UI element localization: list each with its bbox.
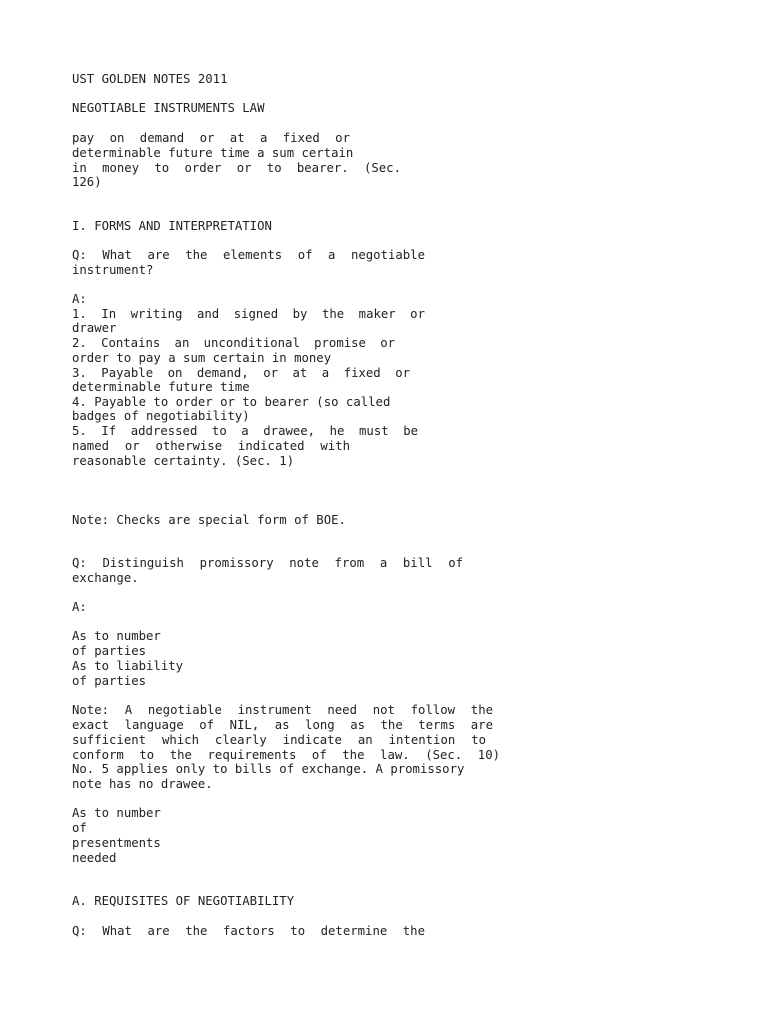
intro-line: determinable future time a sum certain	[72, 146, 354, 160]
answer-line: 3. Payable on demand, or at a fixed or	[72, 366, 410, 380]
answer-label: A:	[72, 600, 87, 614]
answer-line: 1. In writing and signed by the maker or	[72, 307, 425, 321]
doc-header-subject: NEGOTIABLE INSTRUMENTS LAW	[72, 101, 265, 115]
section-heading: A. REQUISITES OF NEGOTIABILITY	[72, 894, 295, 908]
question-line: exchange.	[72, 571, 139, 585]
note-line: note has no drawee.	[72, 777, 213, 791]
section-heading: I. FORMS AND INTERPRETATION	[72, 219, 272, 233]
answer-line: 2. Contains an unconditional promise or	[72, 336, 395, 350]
table-row-label: of parties	[72, 644, 147, 658]
intro-line: pay on demand or at a fixed or	[72, 131, 350, 145]
table-row-label: As to liability	[72, 659, 184, 673]
question-line: Q: What are the factors to determine the	[72, 924, 425, 938]
answer-line: badges of negotiability)	[72, 409, 250, 423]
note-line: sufficient which clearly indicate an intention to	[72, 733, 486, 747]
doc-header-title: UST GOLDEN NOTES 2011	[72, 72, 228, 86]
answer-line: determinable future time	[72, 380, 250, 394]
intro-line: 126)	[72, 175, 102, 189]
question-line: Q: Distinguish promissory note from a bill of	[72, 556, 463, 570]
answer-label: A:	[72, 292, 87, 306]
answer-line: order to pay a sum certain in money	[72, 351, 332, 365]
note-line: No. 5 applies only to bills of exchange. A promissory	[72, 762, 465, 776]
table-row-label: As to number	[72, 629, 161, 643]
question-line: instrument?	[72, 263, 154, 277]
answer-line: reasonable certainty. (Sec. 1)	[72, 454, 295, 468]
answer-line: named or otherwise indicated with	[72, 439, 350, 453]
note-line: Note: A negotiable instrument need not follow the	[72, 703, 493, 717]
table-row-label: presentments	[72, 836, 161, 850]
answer-line: 4. Payable to order or to bearer (so called	[72, 395, 391, 409]
intro-line: in money to order or to bearer. (Sec.	[72, 161, 401, 175]
table-row-label: As to number	[72, 806, 161, 820]
table-row-label: of parties	[72, 674, 147, 688]
table-row-label: needed	[72, 851, 117, 865]
answer-line: drawer	[72, 321, 117, 335]
note-line: Note: Checks are special form of BOE.	[72, 513, 346, 527]
note-line: conform to the requirements of the law. (Sec. 10)	[72, 748, 500, 762]
answer-line: 5. If addressed to a drawee, he must be	[72, 424, 418, 438]
table-row-label: of	[72, 821, 87, 835]
note-line: exact language of NIL, as long as the terms are	[72, 718, 493, 732]
question-line: Q: What are the elements of a negotiable	[72, 248, 425, 262]
